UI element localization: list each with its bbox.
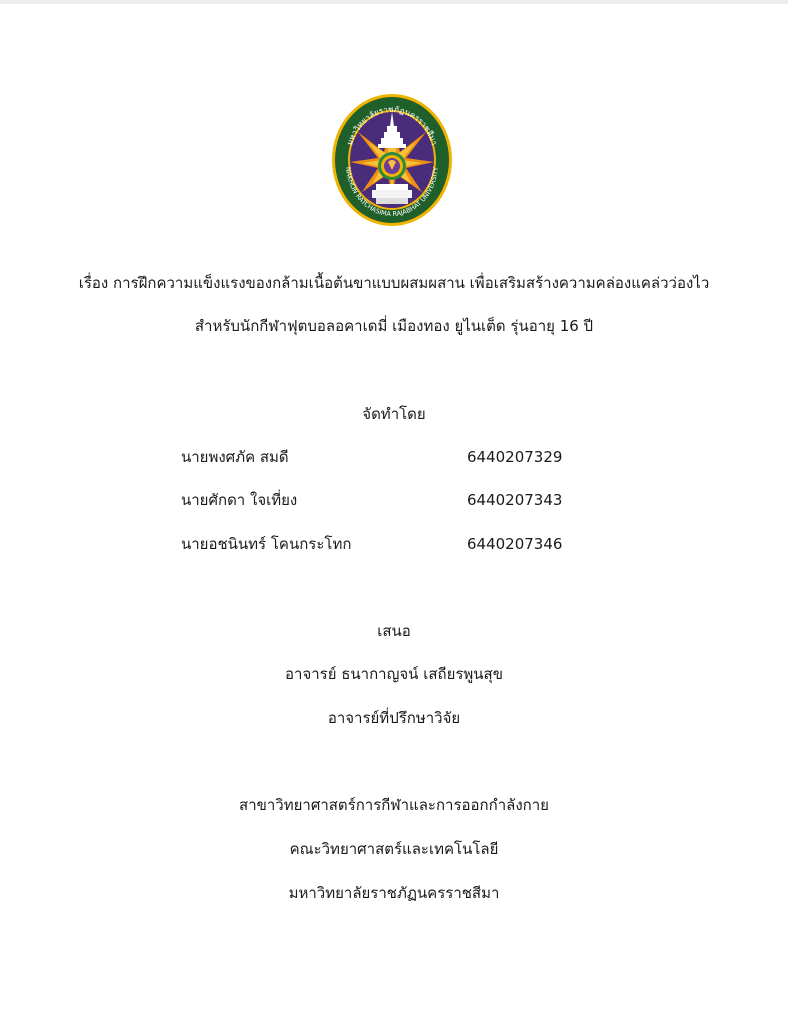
university-seal-logo (330, 92, 454, 228)
advisor-name: อาจารย์ ธนากาญจน์ เสถียรพูนสุข (285, 665, 503, 683)
author-name: นายศักดา ใจเที่ยง (181, 491, 298, 509)
title-line-2: สำหรับนักกีฬาฟุตบอลอคาเดมี่ เมืองทอง ยูไนเต็ด รุ่นอายุ 16 ปี (194, 317, 594, 335)
department-name: สาขาวิทยาศาสตร์การกีฬาและการออกกำลังกาย (239, 796, 549, 814)
author-name: นายอชนินทร์ โคนกระโทก (181, 535, 352, 553)
author-name: นายพงศภัค สมดี (181, 448, 289, 466)
author-row (0, 490, 788, 510)
student-id: 6440207343 (467, 491, 563, 509)
university-name: มหาวิทยาลัยราชภัฏนครราชสีมา (288, 884, 500, 902)
center-emblem-icon (378, 152, 406, 180)
author-row (0, 447, 788, 467)
seal-text-top: มหาวิทยาลัยราชภัฏนครราชสีมา (345, 104, 439, 147)
title-line-1: เรื่อง การฝึกความแข็งแรงของกล้ามเนื้อต้นขาแบบผสมผสาน เพื่อเสริมสร้างความคล่องแคล่วว่องไว (78, 274, 710, 292)
prepared-by-label: จัดทำโดย (362, 405, 426, 423)
author-row (0, 534, 788, 554)
seal-text-bottom: NAKHON RATCHASIMA RAJABHAT UNIVERSITY (344, 166, 440, 219)
student-id: 6440207329 (467, 448, 563, 466)
student-id: 6440207346 (467, 535, 563, 553)
presented-to-label: เสนอ (377, 622, 411, 640)
pedestal-icon (372, 184, 412, 204)
advisor-role: อาจารย์ที่ปรึกษาวิจัย (327, 709, 461, 727)
faculty-name: คณะวิทยาศาสตร์และเทคโนโลยี (289, 840, 499, 858)
